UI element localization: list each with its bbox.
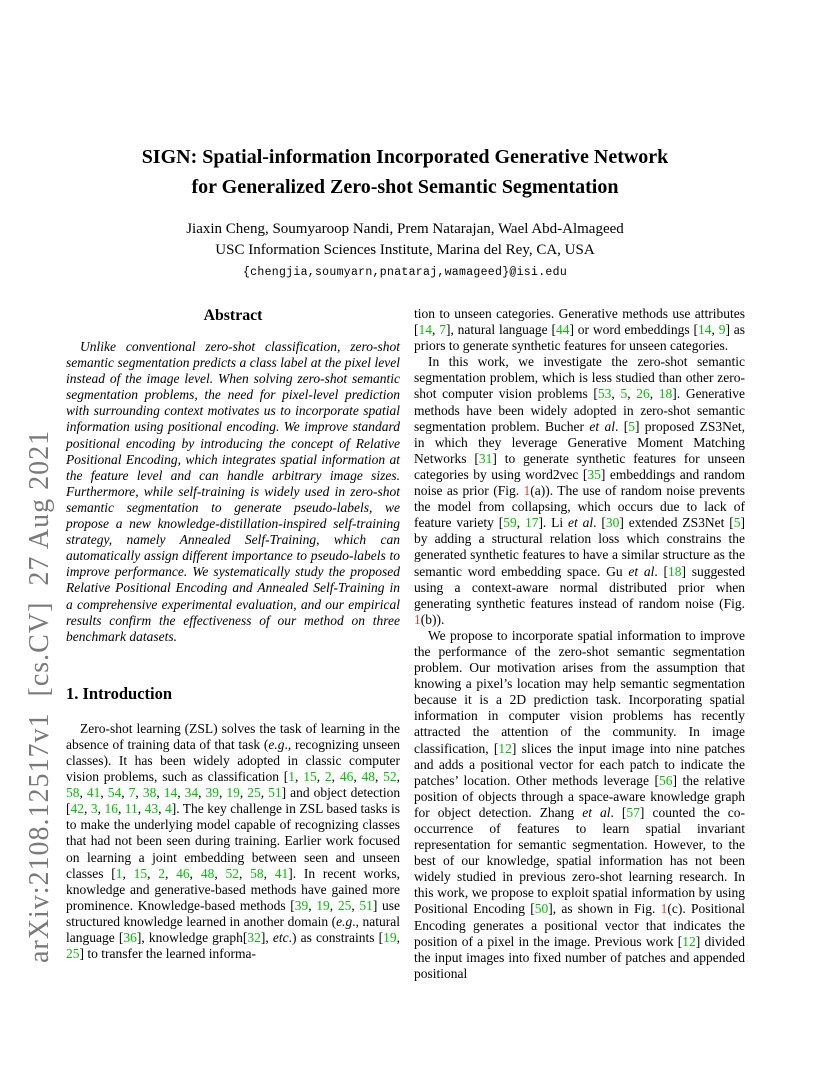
citation-link[interactable]: 2 — [158, 865, 166, 881]
citation-link[interactable]: 19 — [226, 785, 240, 801]
abstract-heading: Abstract — [203, 307, 263, 324]
citation-link[interactable]: 14 — [418, 322, 432, 338]
citation-link[interactable]: 1 — [288, 769, 296, 785]
citation-link[interactable]: 30 — [605, 515, 620, 531]
intro-paragraph-1: Zero-shot learning (ZSL) solves the task of learning in the absence of training data of that task (e.g., recognizing unseen classes). It has been widely adopted in classic computer vision problems, such as classification [1, 15, 2, 46, 48, 52, 58, 41, 54, 7, 38, 14, 34, 39, 19, 25, 51] and object detection [42, 3, 16, 11, 43, 4]. The key challenge in ZSL based tasks is to make the underlying model capable of recognizing classes that had not been seen during training. Earlier work focused on learning a joint embedding between seen and unseen classes [1, 15, 2, 46, 48, 52, 58, 41]. In recent works, knowledge and generative-based methods have gained more prominence. Knowledge-based methods [39, 19, 25, 51] use structured knowledge learned in another domain (e.g., natural language [36], knowledge graph[32], etc.) as constraints [19, 25] to transfer the learned informa- — [66, 720, 401, 962]
citation-link[interactable]: 7 — [439, 322, 446, 338]
citation-link[interactable]: 9 — [718, 322, 726, 338]
citation-link[interactable]: 46 — [176, 865, 190, 881]
affiliation-line: USC Information Sciences Institute, Marina del Rey, CA, USA — [215, 242, 595, 258]
intro-paragraph-1-continued: tion to unseen categories. Generative methods use attributes [14, 7], natural language [44] or word embeddings [14, 9] as priors to generate synthetic features for unseen categories. — [414, 306, 745, 354]
citation-link[interactable]: 11 — [124, 801, 138, 817]
citation-link[interactable]: 41 — [86, 785, 101, 801]
citation-link[interactable]: 39 — [294, 897, 309, 913]
citation-link[interactable]: 1 — [115, 865, 123, 881]
citation-link[interactable]: 34 — [184, 785, 199, 801]
right-column — [414, 306, 745, 982]
citation-link[interactable]: 15 — [133, 865, 148, 881]
citation-link[interactable]: 25 — [247, 785, 261, 801]
figure-link[interactable]: 1 — [523, 483, 531, 499]
italic-text: et al — [582, 804, 611, 820]
citation-link[interactable]: 52 — [225, 865, 239, 881]
abstract-body: Unlike conventional zero-shot classification, zero-shot semantic segmentation predicts a class label at the pixel level instead of the image level. When solving zero-shot semantic segmentation problems, the need for pixel-level prediction with surrounding context motivates us to incorporate spatial information using positional encoding. We improve standard positional encoding by introducing the concept of Relative Positional Encoding, which integrates spatial information at the feature level and can handle arbitrary image sizes. Furthermore, while self-training is widely used in zero-shot semantic segmentation to generate pseudo-labels, we propose a new knowledge-distillation-inspired self-training strategy, namely Annealed Self-Training, which can automatically assign different importance to pseudo-labels to improve performance. We systematically study the proposed Relative Positional Encoding and Annealed Self-Training in a comprehensive experimental evaluation, and our empirical results confirm the effectiveness of our method on three benchmark datasets. — [66, 339, 400, 644]
citation-link[interactable]: 58 — [66, 785, 80, 801]
citation-link[interactable]: 17 — [524, 515, 539, 531]
citation-link[interactable]: 14 — [163, 785, 178, 801]
italic-text: e.g — [268, 736, 285, 752]
citation-link[interactable]: 32 — [247, 930, 261, 945]
citation-link[interactable]: 19 — [316, 897, 330, 913]
citation-link[interactable]: 38 — [142, 785, 157, 801]
citation-link[interactable]: 44 — [555, 322, 570, 338]
intro-paragraph-2: In this work, we investigate the zero-shot semantic segmentation problem, which is less studied than other zero-shot computer vision problems [53, 5, 26, 18]. Generative methods have been widely adopted in zero-shot semantic segmentation problem. Bucher et al. [5] proposed ZS3Net, in which they leverage Generative Moment Matching Networks [31] to generate synthetic features for unseen categories by using word2vec [35] embeddings and random noise as prior (Fig. 1(a)). The use of random noise prevents the model from collapsing, which occurs due to lack of feature variety [59, 17]. Li et al. [30] extended ZS3Net [5] by adding a structural relation loss which constrains the generated synthetic features to have a similar structure as the semantic word embedding space. Gu et al. [18] suggested using a context-aware normal distributed prior when generating synthetic features instead of random noise (Fig. 1(b)). — [414, 354, 746, 627]
citation-link[interactable]: 5 — [628, 418, 635, 434]
citation-link[interactable]: 5 — [733, 515, 741, 531]
citation-link[interactable]: 43 — [144, 801, 159, 817]
introduction-heading: 1. Introduction — [66, 683, 173, 703]
figure-link[interactable]: 1 — [660, 901, 668, 917]
citation-link[interactable]: 12 — [682, 933, 696, 949]
citation-link[interactable]: 39 — [205, 785, 219, 801]
citation-link[interactable]: 18 — [668, 563, 682, 579]
citation-link[interactable]: 26 — [636, 386, 650, 402]
italic-text: et al — [628, 563, 655, 579]
citation-link[interactable]: 52 — [383, 769, 397, 785]
citation-link[interactable]: 35 — [587, 466, 601, 482]
citation-link[interactable]: 2 — [324, 769, 332, 785]
italic-text: e.g — [336, 913, 353, 929]
citation-link[interactable]: 50 — [534, 901, 549, 917]
citation-link[interactable]: 59 — [503, 515, 517, 531]
citation-link[interactable]: 25 — [337, 897, 352, 913]
italic-text: et al — [568, 515, 594, 531]
citation-link[interactable]: 48 — [361, 769, 375, 785]
citation-link[interactable]: 4 — [164, 801, 172, 817]
citation-link[interactable]: 54 — [107, 785, 122, 801]
citation-link[interactable]: 5 — [620, 386, 628, 402]
citation-link[interactable]: 56 — [659, 772, 673, 788]
citation-link[interactable]: 16 — [104, 801, 118, 817]
citation-link[interactable]: 12 — [498, 740, 512, 756]
title-block — [66, 142, 744, 282]
arxiv-watermark: arXiv:2108.12517v1 [cs.CV] 27 Aug 2021 — [24, 429, 55, 963]
citation-link[interactable]: 7 — [128, 785, 136, 801]
citation-link[interactable]: 53 — [597, 386, 612, 402]
citation-link[interactable]: 14 — [697, 322, 712, 338]
citation-link[interactable]: 31 — [478, 450, 493, 466]
italic-text: etc — [272, 930, 289, 945]
citation-link[interactable]: 36 — [123, 930, 137, 945]
citation-link[interactable]: 48 — [200, 865, 215, 881]
paper-title-line2: for Generalized Zero-shot Semantic Segmentation — [191, 176, 619, 198]
citation-link[interactable]: 58 — [250, 865, 264, 881]
intro-paragraph-3: We propose to incorporate spatial information to improve the performance of the zero-shot semantic segmentation problem. Our motivation arises from the assumption that knowing a pixel’s location may help semantic segmentation because it is a 2D prediction task. Incorporating spatial information in computer vision problems has recently attracted the attention of the community. In image classification, [12] slices the input image into nine patches and adds a positional vector for each patch to indicate the patches’ location. Other methods leverage [56] the relative position of objects through a space-aware knowledge graph for object detection. Zhang et al. [57] counted the co-occurrence of features to learn spatial invariant representation for semantic segmentation. However, to the best of our knowledge, spatial information has not been widely studied in previous zero-shot learning research. In this work, we propose to exploit spatial information by using Positional Encoding [50], as shown in Fig. 1(c). Positional Encoding generates a positional vector that indicates the position of a pixel in the image. Previous work [12] divided the input images into fixed number of patches and appended positional — [414, 627, 745, 981]
citation-link[interactable]: 46 — [339, 769, 354, 785]
email-line: {chengjia,soumyarn,pnataraj,wamageed}@isi.edu — [242, 266, 568, 279]
citation-link[interactable]: 57 — [626, 804, 640, 820]
figure-link[interactable]: 1 — [414, 611, 421, 627]
citation-link[interactable]: 51 — [268, 785, 282, 801]
citation-link[interactable]: 51 — [359, 897, 373, 913]
left-column — [66, 306, 400, 962]
citation-link[interactable]: 15 — [303, 769, 317, 785]
citation-link[interactable]: 19 — [383, 930, 397, 945]
authors-line: Jiaxin Cheng, Soumyaroop Nandi, Prem Natarajan, Wael Abd-Almageed — [186, 221, 624, 237]
citation-link[interactable]: 41 — [274, 865, 289, 881]
citation-link[interactable]: 42 — [70, 801, 84, 817]
italic-text: et al — [589, 418, 615, 434]
paper-title-line1: SIGN: Spatial-information Incorporated Generative Network — [141, 146, 669, 168]
citation-link[interactable]: 3 — [90, 801, 98, 817]
citation-link[interactable]: 25 — [66, 946, 80, 962]
citation-link[interactable]: 18 — [658, 386, 673, 402]
